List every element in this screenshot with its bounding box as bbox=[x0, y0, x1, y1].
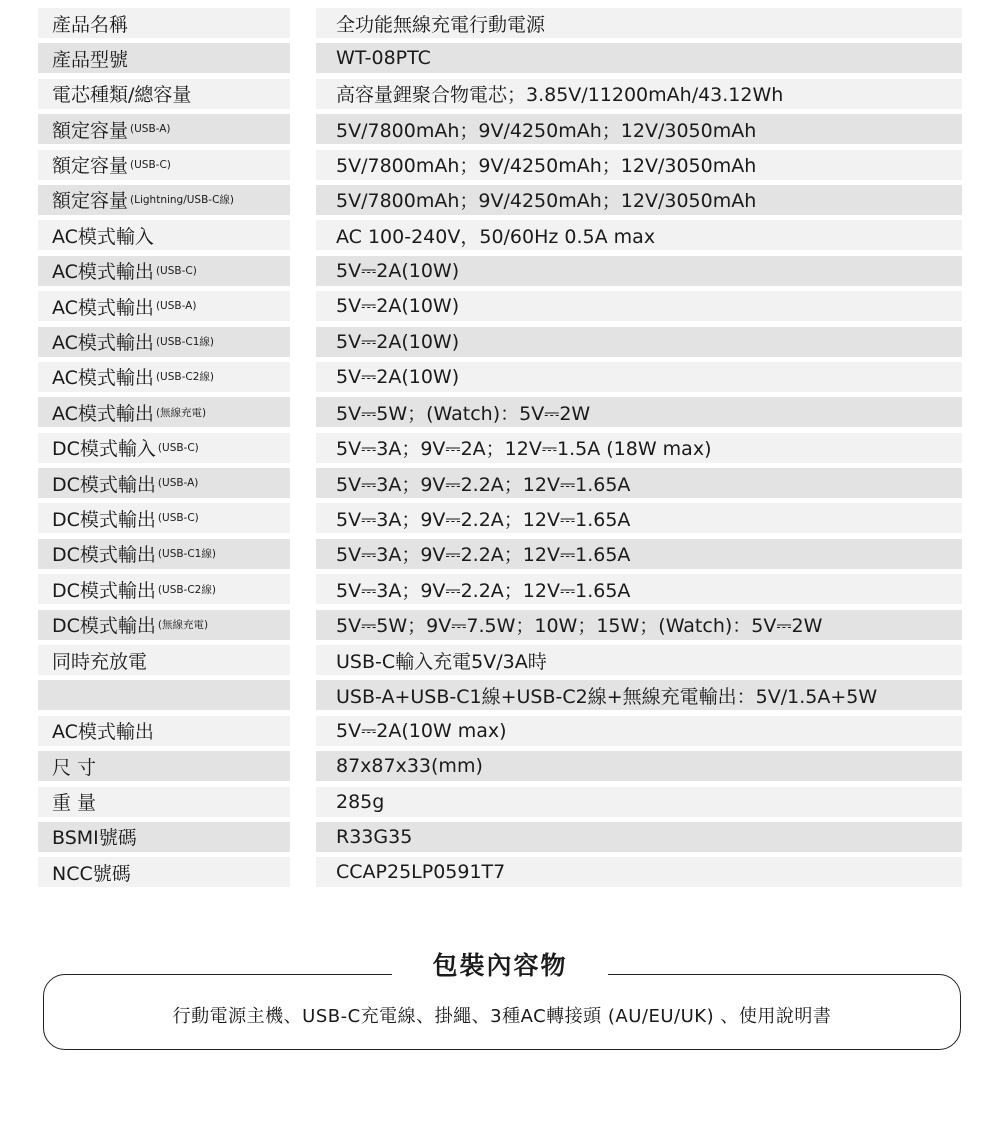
package-title: 包裝內容物 bbox=[432, 951, 568, 980]
spec-label bbox=[38, 539, 290, 569]
spec-value: 高容量鋰聚合物電芯；3.85V/11200mAh/43.12Wh bbox=[316, 79, 962, 109]
spec-label-text: AC模式輸出 bbox=[52, 402, 154, 425]
spec-row bbox=[38, 610, 962, 640]
spec-row bbox=[38, 397, 962, 427]
spec-row bbox=[38, 857, 962, 887]
column-gap bbox=[290, 8, 316, 38]
spec-table bbox=[38, 8, 962, 893]
spec-label bbox=[38, 751, 290, 781]
column-gap bbox=[290, 327, 316, 357]
spec-row bbox=[38, 8, 962, 38]
spec-label-text: 額定容量 bbox=[52, 119, 129, 142]
spec-label-suffix: (USB-C) bbox=[157, 441, 199, 454]
spec-label-text: DC模式輸出 bbox=[52, 473, 156, 496]
column-gap bbox=[290, 610, 316, 640]
spec-label bbox=[38, 680, 290, 710]
spec-value: 5V⎓3A；9V⎓2.2A；12V⎓1.65A bbox=[316, 468, 962, 498]
spec-row bbox=[38, 539, 962, 569]
spec-label-text: BSMI號碼 bbox=[52, 827, 137, 850]
spec-row bbox=[38, 291, 962, 321]
spec-value: 87x87x33(mm) bbox=[316, 751, 962, 781]
column-gap bbox=[290, 751, 316, 781]
spec-label bbox=[38, 114, 290, 144]
spec-label-suffix: (USB-C) bbox=[130, 158, 171, 171]
spec-label bbox=[38, 43, 290, 73]
spec-value: 5V/7800mAh；9V/4250mAh；12V/3050mAh bbox=[316, 185, 962, 215]
spec-label-text: AC模式輸出 bbox=[52, 296, 154, 319]
spec-label-text: AC模式輸入 bbox=[52, 225, 154, 248]
spec-label bbox=[38, 220, 290, 250]
column-gap bbox=[290, 822, 316, 852]
spec-value: 5V⎓2A(10W) bbox=[316, 291, 962, 321]
spec-label bbox=[38, 362, 290, 392]
column-gap bbox=[290, 79, 316, 109]
spec-label bbox=[38, 716, 290, 746]
spec-label-text: 同時充放電 bbox=[52, 650, 148, 673]
spec-label-text: 電芯種類/總容量 bbox=[52, 84, 192, 107]
spec-label bbox=[38, 79, 290, 109]
column-gap bbox=[290, 220, 316, 250]
spec-value: WT-08PTC bbox=[316, 43, 962, 73]
spec-row bbox=[38, 433, 962, 463]
spec-value: 5V⎓5W；(Watch)：5V⎓2W bbox=[316, 397, 962, 427]
spec-label-suffix: (USB-C2線) bbox=[157, 583, 216, 596]
spec-label bbox=[38, 645, 290, 675]
spec-row bbox=[38, 503, 962, 533]
spec-row bbox=[38, 220, 962, 250]
spec-label-suffix: (USB-A) bbox=[130, 123, 171, 136]
spec-label bbox=[38, 397, 290, 427]
spec-label-suffix: (無線充電) bbox=[155, 406, 207, 419]
spec-row bbox=[38, 716, 962, 746]
spec-label-text: DC模式輸入 bbox=[52, 438, 156, 461]
spec-value: USB-A+USB-C1線+USB-C2線+無線充電輸出：5V/1.5A+5W bbox=[316, 680, 962, 710]
column-gap bbox=[290, 503, 316, 533]
spec-row bbox=[38, 822, 962, 852]
spec-label-suffix: (USB-C) bbox=[157, 512, 199, 525]
spec-label-text: DC模式輸出 bbox=[52, 615, 156, 638]
spec-label bbox=[38, 256, 290, 286]
spec-label-suffix: (無線充電) bbox=[157, 619, 209, 632]
column-gap bbox=[290, 185, 316, 215]
spec-label-text: AC模式輸出 bbox=[52, 367, 154, 390]
spec-value: 285g bbox=[316, 787, 962, 817]
spec-label-text: AC模式輸出 bbox=[52, 332, 154, 355]
spec-label-text: DC模式輸出 bbox=[52, 508, 156, 531]
spec-row bbox=[38, 150, 962, 180]
spec-label-suffix: (USB-A) bbox=[155, 300, 197, 313]
spec-label-suffix: (USB-C1線) bbox=[155, 336, 214, 349]
spec-row bbox=[38, 468, 962, 498]
column-gap bbox=[290, 43, 316, 73]
spec-label-suffix: (USB-A) bbox=[157, 477, 199, 490]
spec-label bbox=[38, 857, 290, 887]
spec-label-suffix: (Lightning/USB-C線) bbox=[130, 194, 235, 207]
package-contents-text: 行動電源主機、USB-C充電線、掛繩、3種AC轉接頭 (AU/EU/UK) 、使用說明書 bbox=[172, 1006, 832, 1027]
column-gap bbox=[290, 857, 316, 887]
spec-value: USB-C輸入充電5V/3A時 bbox=[316, 645, 962, 675]
column-gap bbox=[290, 362, 316, 392]
spec-row bbox=[38, 680, 962, 710]
column-gap bbox=[290, 680, 316, 710]
spec-row bbox=[38, 362, 962, 392]
spec-row bbox=[38, 327, 962, 357]
column-gap bbox=[290, 256, 316, 286]
column-gap bbox=[290, 645, 316, 675]
spec-label bbox=[38, 503, 290, 533]
spec-row bbox=[38, 787, 962, 817]
spec-label-text: 重 量 bbox=[52, 792, 97, 815]
spec-value: 5V⎓3A；9V⎓2.2A；12V⎓1.65A bbox=[316, 574, 962, 604]
spec-label bbox=[38, 327, 290, 357]
spec-label bbox=[38, 291, 290, 321]
spec-value: 5V/7800mAh；9V/4250mAh；12V/3050mAh bbox=[316, 114, 962, 144]
column-gap bbox=[290, 716, 316, 746]
spec-row bbox=[38, 256, 962, 286]
spec-row bbox=[38, 79, 962, 109]
spec-value: 5V⎓3A；9V⎓2.2A；12V⎓1.65A bbox=[316, 503, 962, 533]
spec-label-text: DC模式輸出 bbox=[52, 579, 156, 602]
spec-row bbox=[38, 751, 962, 781]
spec-value: 5V/7800mAh；9V/4250mAh；12V/3050mAh bbox=[316, 150, 962, 180]
spec-label bbox=[38, 787, 290, 817]
column-gap bbox=[290, 787, 316, 817]
spec-row bbox=[38, 574, 962, 604]
spec-label-text: AC模式輸出 bbox=[52, 721, 154, 744]
spec-value: 全功能無線充電行動電源 bbox=[316, 8, 962, 38]
column-gap bbox=[290, 433, 316, 463]
spec-row bbox=[38, 645, 962, 675]
spec-row bbox=[38, 185, 962, 215]
spec-label-text: 額定容量 bbox=[52, 155, 129, 178]
spec-value: 5V⎓2A(10W) bbox=[316, 362, 962, 392]
column-gap bbox=[290, 574, 316, 604]
spec-label-text: 額定容量 bbox=[52, 190, 129, 213]
spec-label bbox=[38, 574, 290, 604]
spec-value: AC 100-240V，50/60Hz 0.5A max bbox=[316, 220, 962, 250]
spec-label-suffix: (USB-C1線) bbox=[157, 548, 216, 561]
column-gap bbox=[290, 114, 316, 144]
spec-label bbox=[38, 610, 290, 640]
column-gap bbox=[290, 291, 316, 321]
spec-value: 5V⎓2A(10W max) bbox=[316, 716, 962, 746]
spec-value: 5V⎓3A；9V⎓2.2A；12V⎓1.65A bbox=[316, 539, 962, 569]
spec-label-text: 尺 寸 bbox=[52, 756, 97, 779]
spec-value: 5V⎓2A(10W) bbox=[316, 327, 962, 357]
spec-label-suffix: (USB-C2線) bbox=[155, 371, 214, 384]
spec-label-text: 產品型號 bbox=[52, 48, 129, 71]
spec-label-text: 產品名稱 bbox=[52, 13, 129, 36]
spec-label-suffix: (USB-C) bbox=[155, 264, 197, 277]
spec-label bbox=[38, 8, 290, 38]
spec-row bbox=[38, 43, 962, 73]
spec-label-text: NCC號碼 bbox=[52, 862, 131, 885]
spec-value: CCAP25LP0591T7 bbox=[316, 857, 962, 887]
spec-value: 5V⎓3A；9V⎓2A；12V⎓1.5A (18W max) bbox=[316, 433, 962, 463]
spec-label bbox=[38, 822, 290, 852]
column-gap bbox=[290, 539, 316, 569]
spec-label bbox=[38, 150, 290, 180]
spec-row bbox=[38, 114, 962, 144]
column-gap bbox=[290, 150, 316, 180]
spec-label-text: DC模式輸出 bbox=[52, 544, 156, 567]
column-gap bbox=[290, 397, 316, 427]
spec-value: 5V⎓2A(10W) bbox=[316, 256, 962, 286]
spec-label-text: AC模式輸出 bbox=[52, 261, 154, 284]
spec-value: R33G35 bbox=[316, 822, 962, 852]
column-gap bbox=[290, 468, 316, 498]
spec-label bbox=[38, 185, 290, 215]
spec-value: 5V⎓5W；9V⎓7.5W；10W；15W；(Watch)：5V⎓2W bbox=[316, 610, 962, 640]
spec-label bbox=[38, 433, 290, 463]
spec-label bbox=[38, 468, 290, 498]
